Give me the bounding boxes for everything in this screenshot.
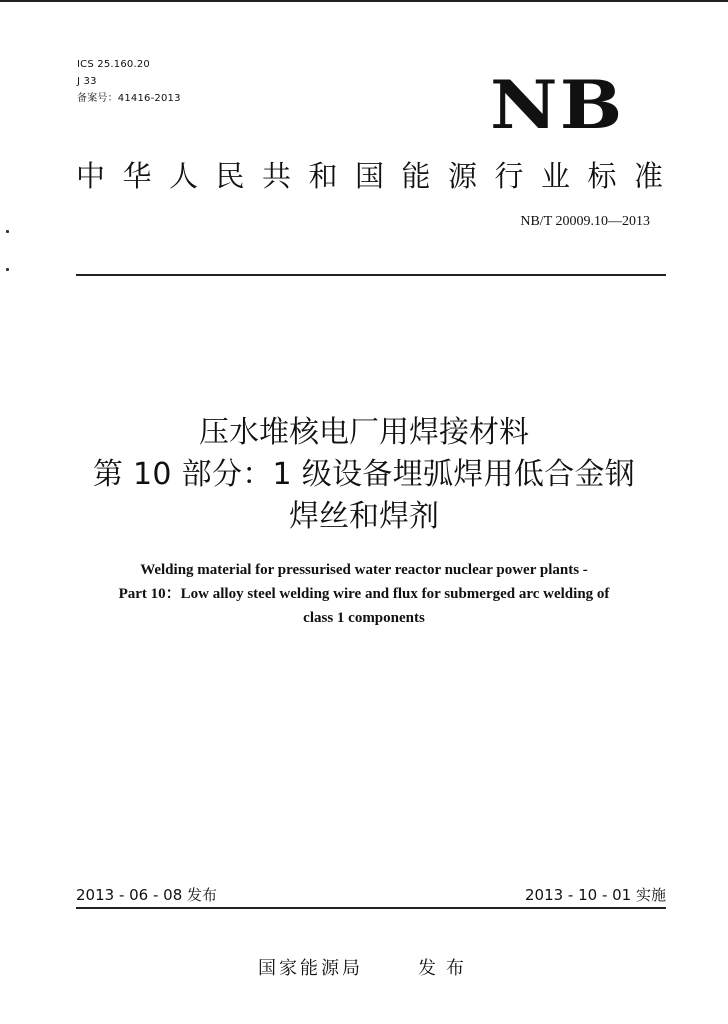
date-row bbox=[76, 884, 666, 906]
title-cn-line-1: 压水堆核电厂用焊接材料 bbox=[199, 415, 529, 450]
standard-number: NB/T 20009.10—2013 bbox=[520, 214, 650, 229]
title-en-line-1: Welding material for pressurised water reactor nuclear power plants - bbox=[140, 562, 588, 578]
header-divider bbox=[76, 274, 666, 276]
footer-divider bbox=[76, 907, 666, 909]
implementation-date: 2013 - 10 - 01 实施 bbox=[524, 886, 666, 904]
title-en-line-3: class 1 components bbox=[303, 610, 425, 626]
ics-code: ICS 25.160.20 bbox=[77, 59, 150, 70]
document-title-english bbox=[40, 558, 688, 630]
title-cn-line-3: 焊丝和焊剂 bbox=[289, 499, 439, 534]
classification-block bbox=[77, 56, 181, 107]
issue-action: 发布 bbox=[418, 958, 474, 979]
filing-number: 备案号：41416-2013 bbox=[77, 93, 181, 104]
nb-logo: NB bbox=[490, 66, 625, 144]
ccs-code: J 33 bbox=[77, 76, 97, 87]
issuing-authority: 国家能源局 bbox=[258, 958, 363, 979]
title-en-line-2: Part 10：Low alloy steel welding wire and flux for submerged arc welding of bbox=[118, 586, 610, 602]
issue-date: 2013 - 06 - 08 发布 bbox=[76, 886, 218, 904]
document-title-chinese bbox=[0, 412, 728, 538]
scan-mark bbox=[6, 268, 9, 271]
standard-category-title: 中华人民共和国能源行业标准 bbox=[76, 159, 681, 193]
top-border-rule bbox=[0, 0, 728, 2]
scan-mark bbox=[6, 230, 9, 233]
title-cn-line-2: 第 10 部分：1 级设备埋弧焊用低合金钢 bbox=[92, 457, 636, 492]
